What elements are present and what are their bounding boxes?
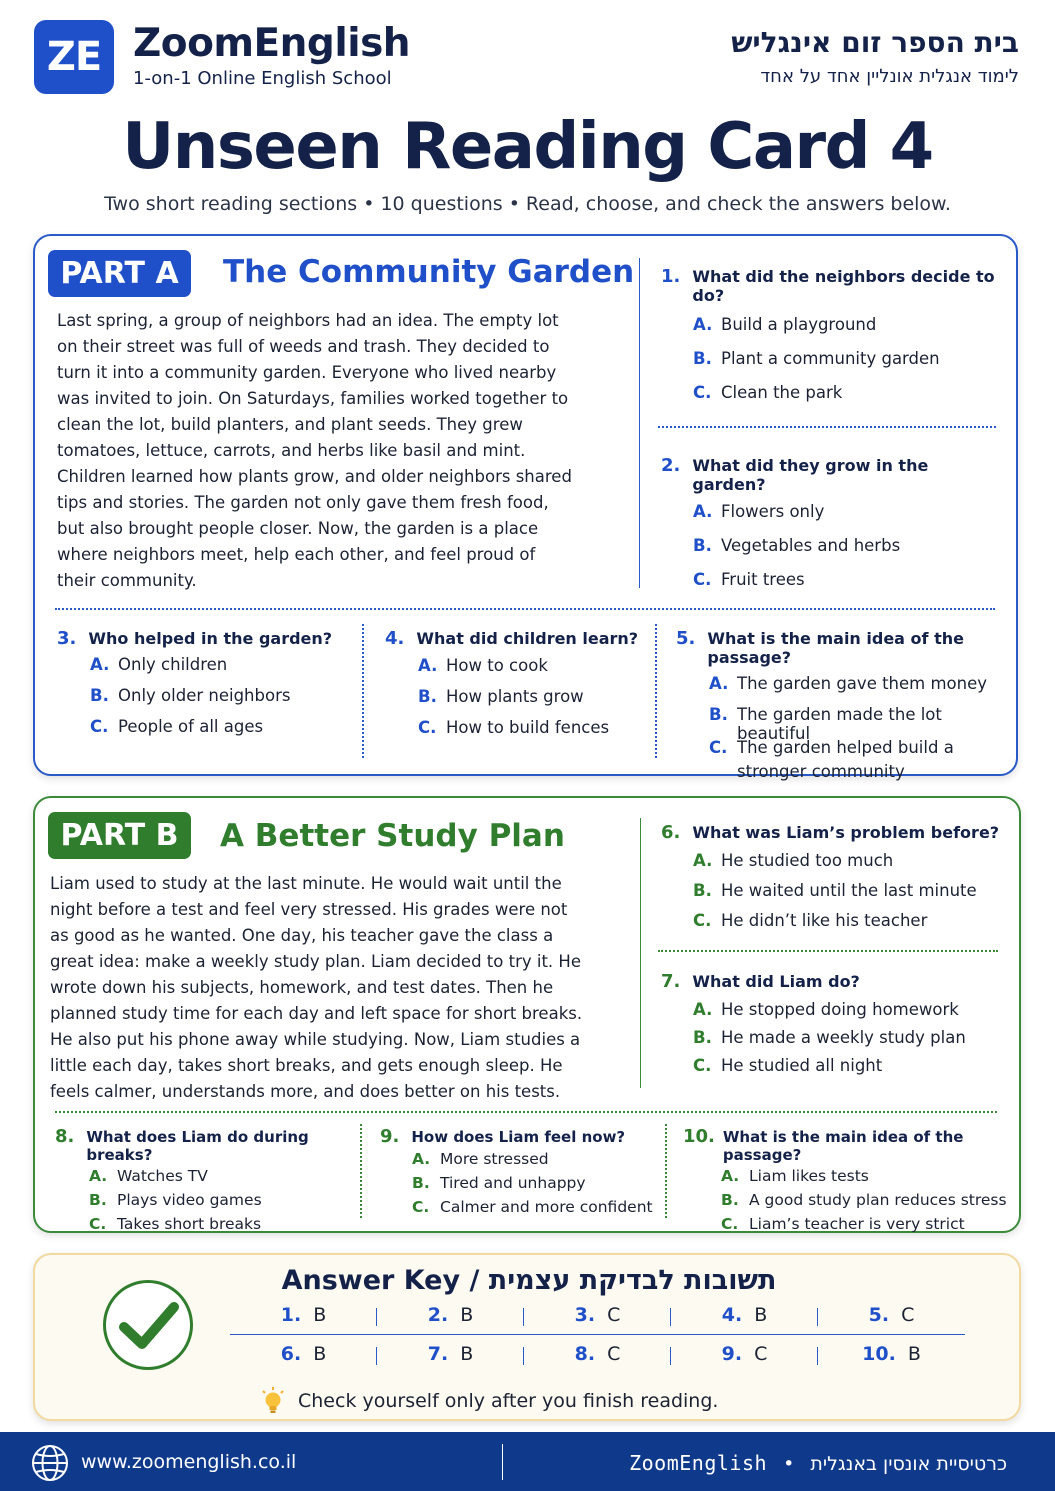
divider [665, 1124, 667, 1218]
option-text: Watches TV [117, 1167, 208, 1185]
option-b[interactable] [693, 349, 1001, 383]
option-b[interactable] [709, 705, 1006, 743]
option-text: Liam’s teacher is very strict [749, 1215, 965, 1233]
answer-key-card [33, 1253, 1021, 1421]
question-number: 6. [661, 822, 681, 843]
question-text: What does Liam do during breaks? [86, 1128, 309, 1164]
answer-item: 10. B [862, 1343, 921, 1365]
option-text: Only older neighbors [118, 686, 291, 705]
question-number: 8. [55, 1126, 75, 1147]
part-b-title: A Better Study Plan [220, 818, 565, 854]
brand-tagline: 1-on-1 Online English School [133, 68, 392, 89]
divider [640, 818, 641, 1088]
option-letter: A. [693, 315, 713, 334]
divider [658, 950, 998, 952]
question-text: What did children learn? [416, 629, 639, 648]
option-b[interactable] [693, 1028, 1006, 1056]
option-letter: C. [721, 1215, 739, 1233]
option-b[interactable] [721, 1191, 1013, 1215]
option-text: Clean the park [721, 383, 843, 402]
answer-item: 7. B [377, 1343, 524, 1365]
option-letter: A. [693, 851, 713, 870]
question-7 [661, 971, 1006, 1084]
answer-item: 1. B [230, 1304, 377, 1326]
question-text: How does Liam feel now? [411, 1128, 626, 1146]
option-a[interactable] [693, 1000, 1006, 1028]
question-text: What did the neighbors decide to do? [692, 267, 995, 305]
option-b[interactable] [89, 1191, 355, 1215]
question-number: 2. [661, 455, 681, 476]
question-8 [55, 1126, 355, 1239]
option-text: He studied too much [721, 851, 894, 870]
option-letter: C. [412, 1198, 430, 1216]
option-letter: B. [412, 1174, 430, 1192]
option-text: How to cook [446, 656, 548, 675]
option-text: Vegetables and herbs [721, 536, 901, 555]
option-letter: B. [693, 536, 712, 555]
option-text: People of all ages [118, 717, 264, 736]
divider [360, 1124, 362, 1218]
option-c[interactable] [693, 383, 1001, 417]
option-letter: A. [721, 1167, 740, 1185]
part-b-badge: PART B [48, 812, 191, 859]
option-a[interactable] [693, 502, 1001, 536]
option-text: Plant a community garden [721, 349, 940, 368]
option-c[interactable] [412, 1198, 660, 1222]
answer-item: 9. C [671, 1343, 818, 1365]
option-text: A good study plan reduces stress [749, 1191, 1007, 1209]
globe-icon [31, 1444, 69, 1482]
option-text: He made a weekly study plan [721, 1028, 966, 1047]
hebrew-title: בית הספר זום אינגליש [731, 26, 1019, 59]
answer-item: 6. B [230, 1343, 377, 1365]
divider [230, 1334, 965, 1335]
divider [55, 1111, 997, 1113]
question-2 [661, 455, 1001, 604]
brand-name: ZoomEnglish [133, 21, 411, 66]
question-number: 9. [380, 1126, 400, 1147]
answer-item: 2. B [377, 1304, 524, 1326]
option-b[interactable] [418, 687, 650, 718]
question-number: 10. [683, 1126, 715, 1147]
question-text: What was Liam’s problem before? [692, 823, 1000, 842]
option-a[interactable] [693, 315, 1001, 349]
question-text: What is the main idea of the passage? [722, 1128, 964, 1164]
option-text: The garden made the lot beautiful [737, 705, 942, 743]
option-letter: C. [693, 911, 712, 930]
question-number: 7. [661, 971, 681, 992]
part-a-card [33, 234, 1018, 781]
option-c[interactable] [693, 1056, 1006, 1084]
checkmark-icon [103, 1280, 193, 1370]
option-letter: B. [418, 687, 437, 706]
divider [658, 426, 996, 428]
question-number: 1. [661, 266, 681, 287]
question-5 [676, 628, 1006, 784]
footer-separator: • [783, 1453, 795, 1475]
option-letter: A. [693, 1000, 713, 1019]
option-letter: A. [709, 674, 729, 693]
answer-item: 4. B [671, 1304, 818, 1326]
option-c[interactable] [709, 736, 1006, 784]
option-text: The garden gave them money [737, 674, 988, 693]
answer-item: 5. C [868, 1304, 915, 1326]
option-text: He studied all night [721, 1056, 883, 1075]
option-b[interactable] [693, 536, 1001, 570]
option-c[interactable] [693, 570, 1001, 604]
part-b-passage: Liam used to study at the last minute. He would wait until the night before a test and feel very stressed. His grades were not as good as he wanted. One day, his teacher gave the class a great idea: make a weekly study plan. Liam decided to try it. He wrote down his subjects, homework, and test dates. Then he planned study time for each day and left space for short breaks. He also put his phone away while studying. Now, Liam studies a little each day, takes short breaks, and gets enough sleep. He feels calmer, understands more, and does better on his tests. [50, 874, 583, 1101]
option-text: The garden helped build a stronger community [737, 738, 954, 781]
option-text: Tired and unhappy [440, 1174, 586, 1192]
question-number: 4. [385, 628, 405, 649]
option-text: Only children [118, 655, 228, 674]
option-letter: A. [90, 655, 110, 674]
option-a[interactable] [412, 1150, 660, 1174]
note-text: Check yourself only after you finish reading. [298, 1390, 719, 1412]
option-letter: B. [693, 1028, 712, 1047]
divider [55, 608, 995, 610]
brand [133, 20, 410, 89]
option-text: Plays video games [117, 1191, 262, 1209]
option-a[interactable] [721, 1167, 1013, 1191]
question-number: 3. [57, 628, 77, 649]
option-letter: C. [693, 383, 712, 402]
question-9 [380, 1126, 660, 1222]
option-text: He didn’t like his teacher [721, 911, 928, 930]
option-text: More stressed [440, 1150, 549, 1168]
option-letter: A. [418, 656, 438, 675]
option-c[interactable] [418, 718, 650, 749]
question-4 [385, 628, 650, 749]
option-a[interactable] [418, 656, 650, 687]
part-a-badge: PART A [48, 250, 191, 297]
footer [0, 1432, 1055, 1491]
option-letter: B. [693, 349, 712, 368]
option-c[interactable] [693, 911, 1006, 941]
question-text: What did they grow in the garden? [692, 456, 929, 494]
option-a[interactable] [709, 674, 1006, 705]
answer-item: 3. C [524, 1304, 671, 1326]
divider [639, 258, 640, 588]
option-text: How plants grow [446, 687, 584, 706]
option-letter: C. [693, 1056, 712, 1075]
option-letter: A. [89, 1167, 108, 1185]
option-a[interactable] [90, 655, 352, 686]
option-letter: B. [90, 686, 109, 705]
option-text: He stopped doing homework [721, 1000, 959, 1019]
option-b[interactable] [412, 1174, 660, 1198]
option-letter: B. [89, 1191, 107, 1209]
option-b[interactable] [693, 881, 1006, 911]
option-letter: A. [693, 502, 713, 521]
footer-hebrew [629, 1451, 1007, 1475]
hebrew-subtitle: לימוד אנגלית אונליין אחד על אחד [760, 66, 1019, 87]
question-6 [661, 822, 1006, 941]
option-text: How to build fences [446, 718, 610, 737]
option-letter: B. [721, 1191, 739, 1209]
question-1 [661, 266, 1001, 417]
page-title: Unseen Reading Card 4 [122, 110, 933, 184]
option-text: Liam likes tests [749, 1167, 869, 1185]
part-a-passage: Last spring, a group of neighbors had an idea. The empty lot on their street was full of weeds and trash. They decided to turn it into a community garden. Everyone who lived nearby was invited to join. On Saturdays, families worked together to clean the lot, build planters, and plant seeds. They grew tomatoes, lettuce, carrots, and herbs like basil and mint. Children learned how plants grow, and older neighbors shared tips and stories. The garden not only gave them fresh food, but also brought people closer. Now, the garden is a place where neighbors meet, help each other, and feel proud of their community. [57, 311, 572, 590]
option-text: Flowers only [721, 502, 825, 521]
question-10 [683, 1126, 1013, 1239]
option-letter: A. [412, 1150, 431, 1168]
answer-key-title: Answer Key / תשובות לבדיקת עצמית [281, 1265, 777, 1296]
option-letter: B. [709, 705, 728, 724]
footer-url[interactable]: www.zoomenglish.co.il [81, 1451, 297, 1473]
divider [362, 624, 364, 758]
option-letter: C. [90, 717, 109, 736]
option-text: He waited until the last minute [721, 881, 977, 900]
answer-item: 8. C [524, 1343, 671, 1365]
part-b-card [33, 796, 1021, 1233]
logo-mark: ZE [34, 20, 114, 94]
option-c[interactable] [721, 1215, 1013, 1239]
divider [502, 1444, 503, 1480]
question-number: 5. [676, 628, 696, 649]
option-letter: C. [418, 718, 437, 737]
answer-key-row-1 [230, 1304, 965, 1326]
question-text: What did Liam do? [692, 972, 860, 991]
question-text: Who helped in the garden? [88, 629, 333, 648]
option-c[interactable] [89, 1215, 355, 1239]
option-a[interactable] [693, 851, 1006, 881]
question-3 [57, 628, 352, 748]
lightbulb-icon [260, 1387, 286, 1415]
footer-hebrew-text: כרטיסיית אונסין באנגלית [810, 1453, 1007, 1475]
option-letter: B. [693, 881, 712, 900]
option-text: Takes short breaks [117, 1215, 262, 1233]
divider [655, 624, 657, 758]
option-letter: C. [709, 738, 728, 757]
option-letter: C. [693, 570, 712, 589]
part-a-title: The Community Garden [223, 254, 635, 290]
page-subtitle: Two short reading sections • 10 questions • Read, choose, and check the answers below. [104, 193, 951, 215]
question-text: What is the main idea of the passage? [707, 629, 964, 667]
option-letter: C. [89, 1215, 107, 1233]
option-b[interactable] [90, 686, 352, 717]
answer-key-row-2 [230, 1343, 965, 1365]
option-c[interactable] [90, 717, 352, 748]
option-a[interactable] [89, 1167, 355, 1191]
answer-key-note [260, 1387, 718, 1415]
option-text: Build a playground [721, 315, 877, 334]
option-text: Calmer and more confident [440, 1198, 653, 1216]
footer-brand: ZoomEnglish [629, 1451, 768, 1475]
option-text: Fruit trees [721, 570, 805, 589]
